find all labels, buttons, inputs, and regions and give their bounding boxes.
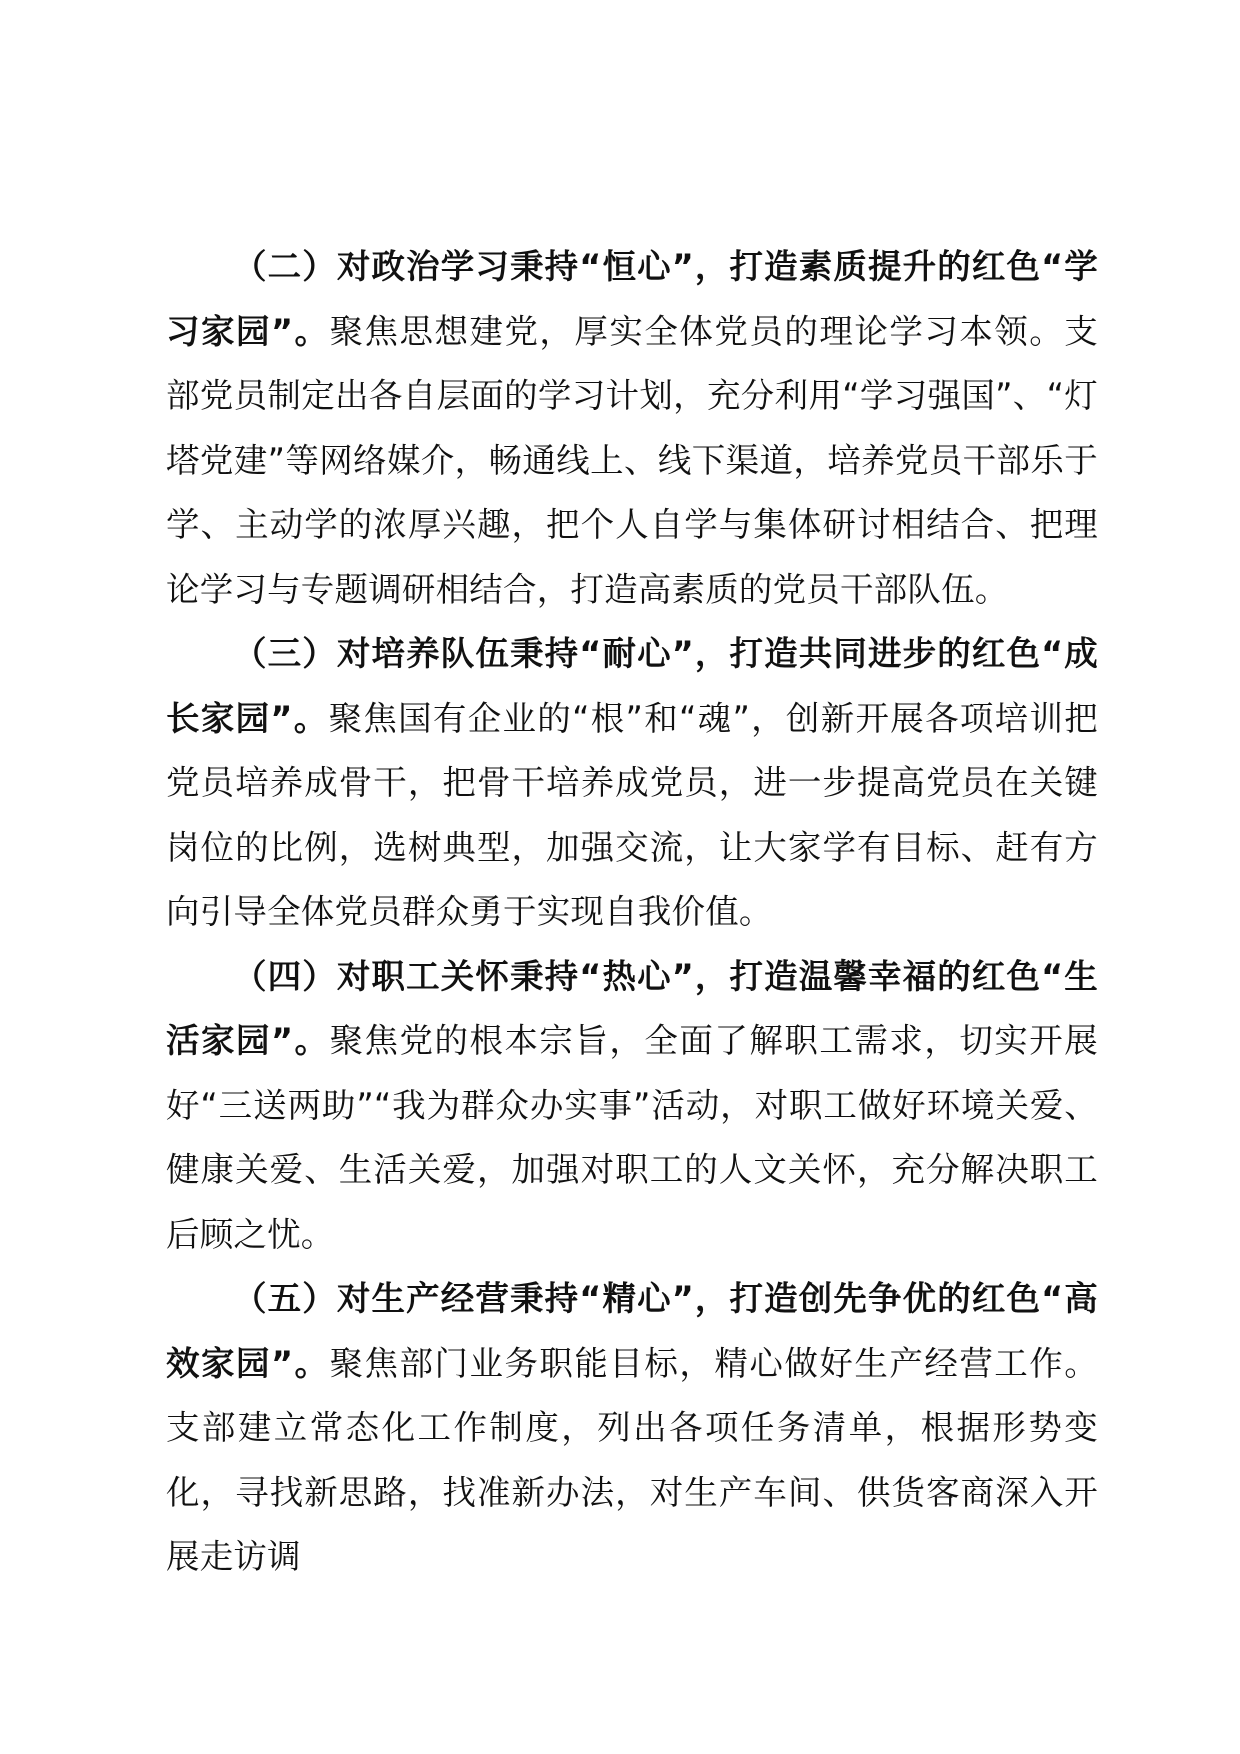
paragraph-three <box>166 622 1098 945</box>
paragraph-five-heading: （五）对生产经营秉持“精心”，打造创先争优的红色“高效家园”。 <box>166 1279 1098 1383</box>
document-page <box>166 235 1098 1590</box>
paragraph-three-heading: （三）对培养队伍秉持“耐心”，打造共同进步的红色“成长家园”。 <box>166 634 1098 738</box>
paragraph-four <box>166 945 1098 1268</box>
paragraph-two <box>166 235 1098 622</box>
paragraph-four-heading: （四）对职工关怀秉持“热心”，打造温馨幸福的红色“生活家园”。 <box>166 956 1098 1060</box>
paragraph-two-body: 聚焦思想建党，厚实全体党员的理论学习本领。支部党员制定出各自层面的学习计划，充分利用“学习强国”、“灯塔党建”等网络媒介，畅通线上、线下渠道，培养党员干部乐于学、主动学的浓厚兴趣，把个人自学与集体研讨相结合、把理论学习与专题调研相结合，打造高素质的党员干部队伍。 <box>166 311 1098 609</box>
paragraph-five-body: 聚焦部门业务职能目标，精心做好生产经营工作。支部建立常态化工作制度，列出各项任务清单，根据形势变化，寻找新思路，找准新办法，对生产车间、供货客商深入开展走访调 <box>166 1343 1098 1576</box>
paragraph-four-body: 聚焦党的根本宗旨，全面了解职工需求，切实开展好“三送两助”“我为群众办实事”活动，对职工做好环境关爱、健康关爱、生活关爱，加强对职工的人文关怀，充分解决职工后顾之忧。 <box>166 1021 1098 1254</box>
paragraph-five <box>166 1267 1098 1590</box>
paragraph-three-body: 聚焦国有企业的“根”和“魂”，创新开展各项培训把党员培养成骨干，把骨干培养成党员，进一步提高党员在关键岗位的比例，选树典型，加强交流，让大家学有目标、赶有方向引导全体党员群众勇于实现自我价值。 <box>166 698 1098 931</box>
paragraph-two-heading: （二）对政治学习秉持“恒心”，打造素质提升的红色“学习家园”。 <box>166 247 1098 351</box>
